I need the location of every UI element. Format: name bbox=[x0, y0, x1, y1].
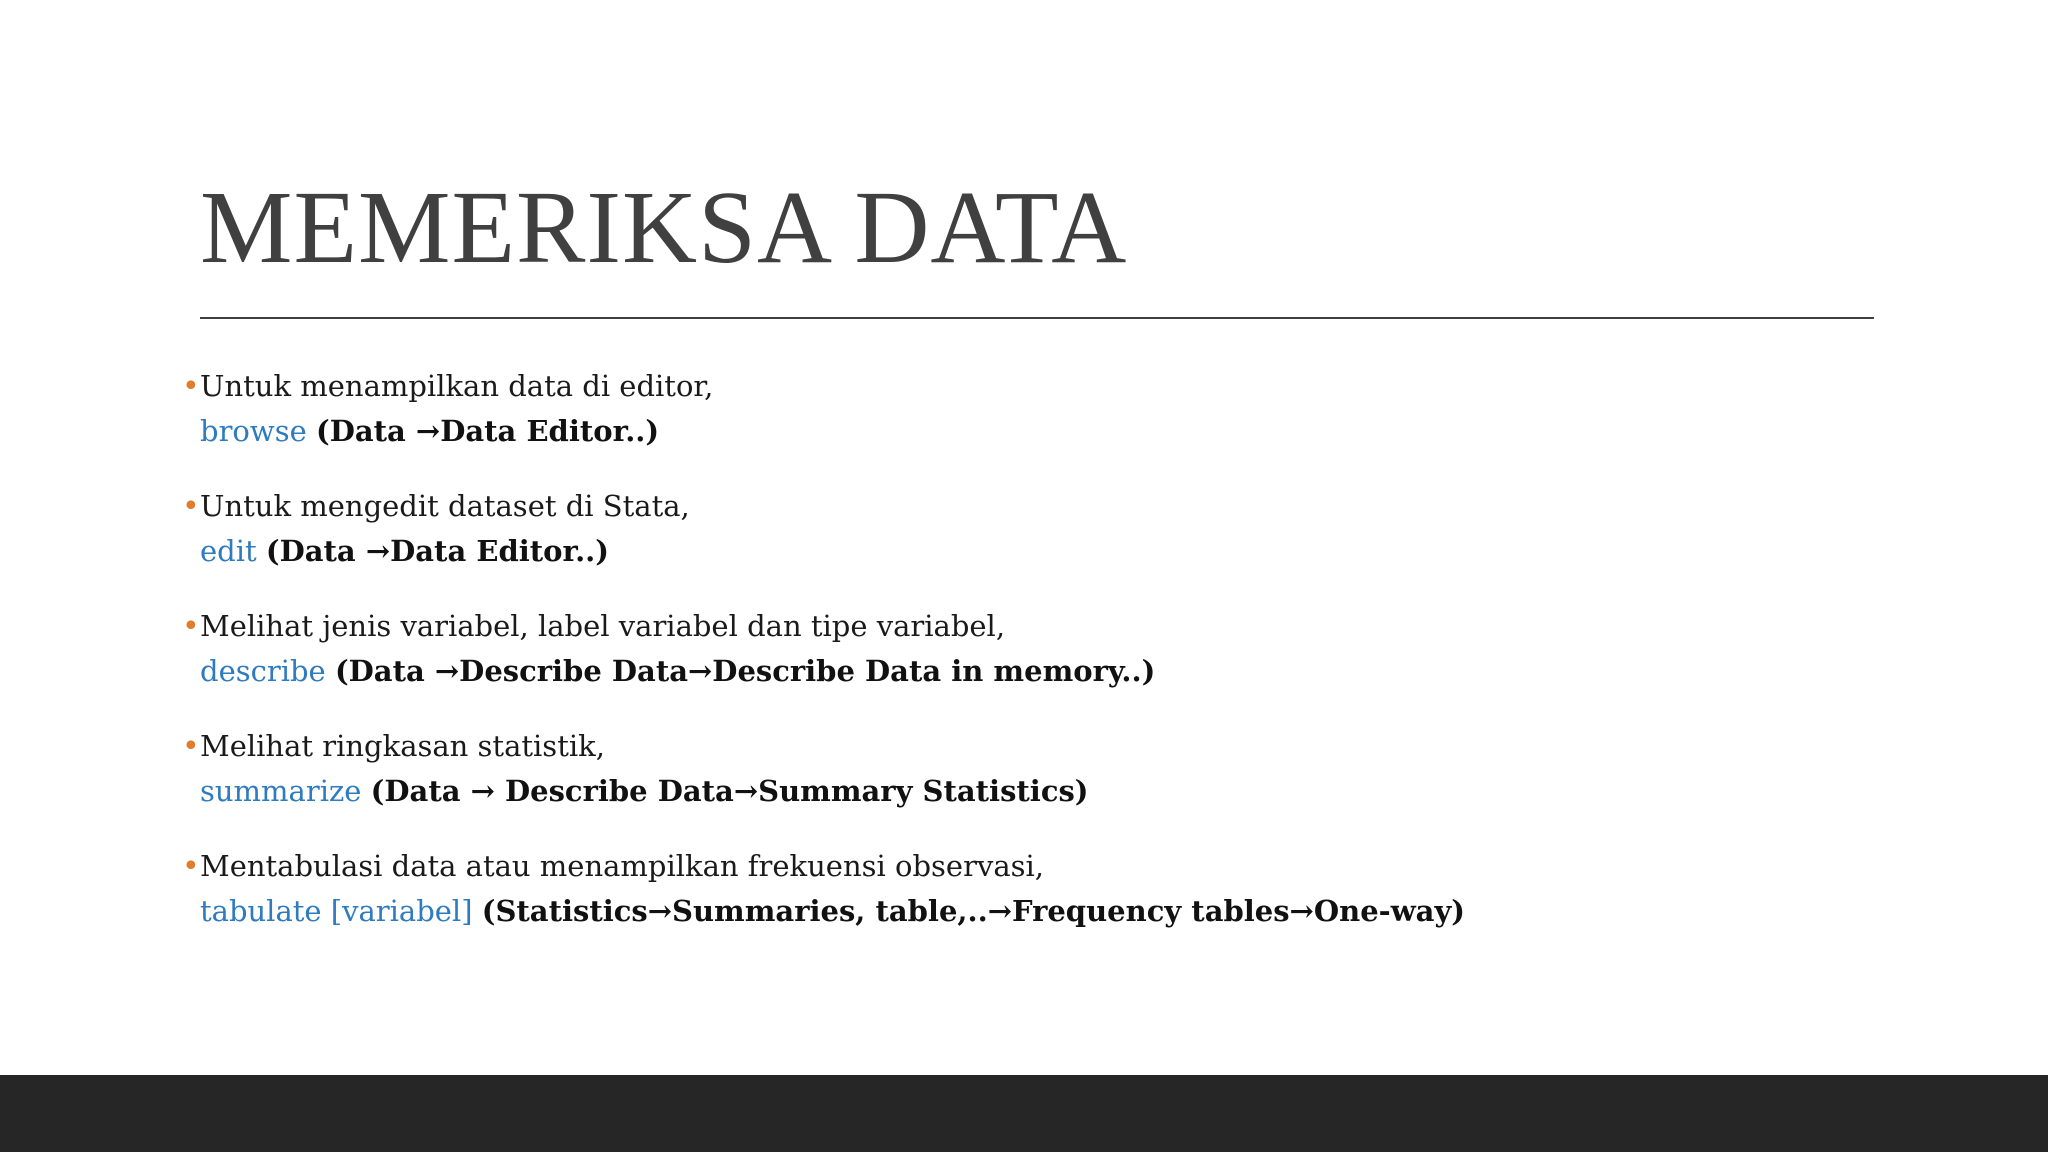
bullet-marker-icon: • bbox=[182, 489, 200, 524]
bullet-marker-icon: • bbox=[182, 729, 200, 764]
bullet-item bbox=[0, 724, 2048, 814]
bullet-text: Untuk menampilkan data di editor, bbox=[200, 369, 714, 403]
bullet-item bbox=[0, 844, 2048, 934]
menu-path: (Data →Data Editor..) bbox=[265, 534, 610, 568]
stata-command: summarize bbox=[200, 774, 362, 808]
menu-path: (Statistics→Summaries, table,..→Frequency tables→One-way) bbox=[481, 894, 1466, 928]
bullet-list bbox=[0, 364, 2048, 964]
bullet-command-line bbox=[0, 889, 2048, 934]
bullet-text: Melihat jenis variabel, label variabel dan tipe variabel, bbox=[200, 609, 1006, 643]
bullet-marker-icon: • bbox=[182, 369, 200, 404]
stata-command: describe bbox=[200, 654, 326, 688]
menu-path: (Data →Describe Data→Describe Data in memory..) bbox=[334, 654, 1156, 688]
bullet-item bbox=[0, 484, 2048, 574]
bullet-command-line bbox=[0, 649, 2048, 694]
bullet-text: Untuk mengedit dataset di Stata, bbox=[200, 489, 690, 523]
footer-band bbox=[0, 1075, 2048, 1152]
slide-title: MEMERIKSA DATA bbox=[200, 170, 1128, 285]
bullet-command-line bbox=[0, 529, 2048, 574]
bullet-marker-icon: • bbox=[182, 849, 200, 884]
bullet-item bbox=[0, 364, 2048, 454]
stata-command: edit bbox=[200, 534, 257, 568]
bullet-command-line bbox=[0, 409, 2048, 454]
stata-command: tabulate [variabel] bbox=[200, 894, 473, 928]
bullet-text: Mentabulasi data atau menampilkan frekuensi observasi, bbox=[200, 849, 1045, 883]
stata-command: browse bbox=[200, 414, 307, 448]
menu-path: (Data →Data Editor..) bbox=[315, 414, 660, 448]
bullet-text: Melihat ringkasan statistik, bbox=[200, 729, 605, 763]
menu-path: (Data → Describe Data→Summary Statistics) bbox=[370, 774, 1089, 808]
bullet-command-line bbox=[0, 769, 2048, 814]
bullet-marker-icon: • bbox=[182, 609, 200, 644]
title-divider bbox=[200, 317, 1874, 319]
bullet-item bbox=[0, 604, 2048, 694]
